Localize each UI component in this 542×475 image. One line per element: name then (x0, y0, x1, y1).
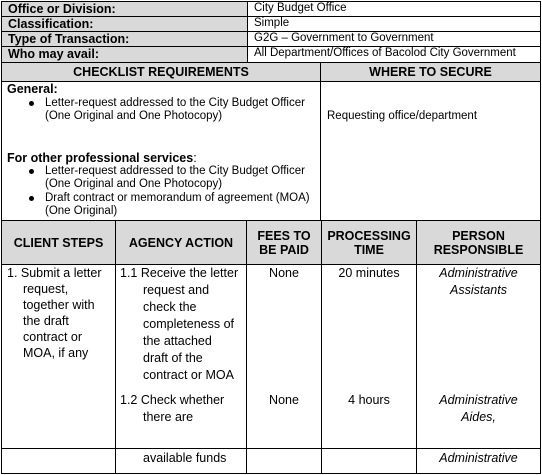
office-label: Office or Division: (8, 2, 116, 16)
where-to-secure-header: WHERE TO SECURE (369, 65, 492, 79)
agency-action-1-1-line3: check the (143, 300, 197, 314)
client-step-1-line4: the draft (23, 314, 69, 328)
client-step-1-line1: 1. Submit a letter (7, 266, 102, 280)
other-requirement-2-line1: Draft contract or memorandum of agreement (MOA) (45, 192, 310, 204)
agency-action-1-1-line7: contract or MOA (143, 368, 234, 382)
who-may-avail-label: Who may avail: (8, 47, 99, 61)
client-step-1-line2: request, (23, 282, 69, 296)
who-may-avail-value: All Department/Offices of Bacolod City Government (254, 47, 516, 59)
classification-label: Classification: (8, 17, 94, 31)
fees-header-line1: FEES TO (257, 229, 311, 243)
person-responsible-1-1-line2: Assistants (450, 283, 507, 297)
agency-action-1-1-line5: the attached (143, 334, 212, 348)
agency-action-1-1-line2: request and (143, 283, 210, 297)
fee-1-2: None (269, 393, 299, 407)
general-requirement-1-line2: (One Original and One Photocopy) (45, 110, 223, 122)
other-requirement-1-line1: Letter-request addressed to the City Budget Officer (45, 165, 305, 177)
classification-value: Simple (254, 17, 290, 29)
bullet-icon (29, 196, 34, 201)
client-step-1-line3: together with (23, 298, 95, 312)
transaction-type-value: G2G – Government to Government (254, 32, 434, 44)
agency-action-header: AGENCY ACTION (128, 236, 234, 250)
agency-action-1-2-line2: there are (143, 410, 194, 424)
processing-time-header-line1: PROCESSING (327, 229, 411, 243)
agency-action-1-1-line6: draft of the (143, 351, 203, 365)
transaction-type-label: Type of Transaction: (8, 32, 130, 46)
person-responsible-1-2-line2: Aides, (461, 410, 496, 424)
where-to-secure-value: Requesting office/department (327, 110, 478, 122)
bullet-icon (29, 101, 34, 106)
client-step-1-line5: contract or (23, 330, 83, 344)
agency-action-1-1-line4: completeness of (143, 317, 235, 331)
agency-action-continued: available funds (143, 451, 227, 465)
client-step-1-line6: MOA, if any (23, 346, 89, 360)
person-responsible-header-line1: PERSON (452, 229, 505, 243)
processing-time-header-line2: TIME (354, 243, 384, 257)
processing-time-1-1: 20 minutes (338, 266, 400, 280)
processing-time-1-2: 4 hours (348, 393, 390, 407)
other-requirement-2-line2: (One Original) (45, 205, 118, 217)
fees-header-line2: BE PAID (259, 243, 309, 257)
fee-1-1: None (269, 266, 299, 280)
person-responsible-header-line2: RESPONSIBLE (433, 243, 524, 257)
general-heading: General: (7, 82, 58, 96)
person-responsible-continued: Administrative (439, 451, 518, 465)
agency-action-1-1-line1: 1.1 Receive the letter (120, 266, 239, 280)
person-responsible-1-1-line1: Administrative (439, 266, 518, 280)
agency-action-1-2-line1: 1.2 Check whether (120, 393, 225, 407)
other-requirement-1-line2: (One Original and One Photocopy) (45, 178, 223, 190)
client-steps-header: CLIENT STEPS (13, 236, 104, 250)
other-services-heading: For other professional services: (7, 151, 197, 165)
general-requirement-1-line1: Letter-request addressed to the City Budget Officer (45, 97, 305, 109)
office-value: City Budget Office (254, 2, 347, 14)
person-responsible-1-2-line1: Administrative (439, 393, 518, 407)
checklist-requirements-header: CHECKLIST REQUIREMENTS (73, 65, 249, 79)
bullet-icon (29, 169, 34, 174)
